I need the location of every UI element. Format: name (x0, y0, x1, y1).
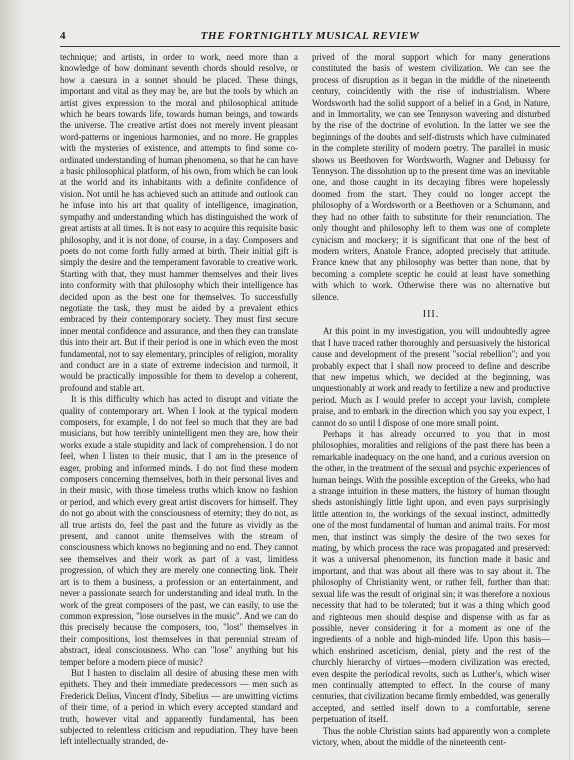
header-rule (60, 46, 560, 47)
page-header (60, 30, 560, 44)
paragraph: technique; and artists, in order to work, need more than a knowledge of how dominant seventh chords should resolve, or how a caesura in a sonnet should be placed. These things, important and vital as they may be, are but the tools by which an artist gives expression to the moral and philosophical attitude which he bears towards life, towards human beings, and towards the universe. The creative artist does not merely invent pleasant word-patterns or ingenious harmonies, and no more. He grapples with the mysteries of existence, and attempts to find some co-ordinated understanding of human phenomena, so that he can have a basic philosophical platform, of his own, from which he can look at the world and its inhabitants with a definite confidence of vision. Not until he has achieved such an attitude and outlook can he infuse into his art that quality of intelligence, imagination, sympathy and understanding which has distinguished the work of great artists at all times. It is not easy to acquire this requisite basic philosophy, and it is not done, of course, in a day. Composers and poets do not come forth fully armed at birth. Their initial gift is simply the desire and the temperament favorable to creative work. Starting with that, they must hammer themselves and their lives into conformity with that philosophy which their intelligence has decided upon as the best one for themselves. To successfully negotiate the task, they must be aided by a prevalent ethics embraced by their contemporary society. They must first secure inner mental confidence and assurance, and then they can translate this into their art. But if their period is one in which even the most fundamental, not to say elementary, principles of religion, morality and conduct are in a state of extreme indecision and turmoil, it would be practically impossible for them to develop a coherent, profound and stable art. (60, 52, 298, 393)
paragraph: It is this difficulty which has acted to disrupt and vitiate the quality of contemporary art. When I look at the typical modern composers, for example, I do not feel so much that they are bad musicians, but how terribly unintelligent men they are, how their works exude a stale stupidity and lack of comprehension. I do not feel, when I listen to their music, that I am in the presence of eager, probing and informed minds. I do not find these modern composers concerning themselves, both in their personal lives and in their music, with those timeless truths which know no fashion or period, and which every great artist discovers for himself. They do not go about with the consciousness of eternity; they do not, as all true artists do, feel the past and the future as vividly as the present, and cannot unite themselves with the stream of consciousness which knows no beginning and no end. They cannot see themselves and their work as part of a vast, limitless progression, of which they are merely one connecting link. Their art is to them a business, a profession or an entertainment, and never a passionate search for understanding and ideal truth. In the work of the great composers of the past, we can easily, to use the common expression, "lose ourselves in the music". And we can do this precisely because the composers, too, "lost" themselves in their compositions, lost themselves in that perennial stream of abstract, ideal consciousness. Who can "lose" anything but his temper before a modern piece of music? (60, 394, 298, 667)
binding-shadow (0, 0, 26, 760)
paragraph: Thus the noble Christian saints had apparently won a complete victory, when, about the middle of the nineteenth cent- (312, 725, 550, 747)
section-heading: III. (422, 308, 440, 320)
paragraph: But I hasten to disclaim all desire of abusing these men with epithets. They and their immediate predecessors — men such as Frederick Delius, Vincent d'Indy, Sibelius — are unwitting victims of their time, of a period in which every accepted standard and truth, however vital and apparently fundamental, has been subjected to relentless criticism and repudiation. They have been left intellectually stranded, de- (60, 667, 298, 747)
page-edge (569, 0, 570, 760)
paragraph: Perhaps it has already occurred to you that in most philosophies, moralities and religions of the past there has been a remarkable inadequacy on the one hand, and a curious aversion on the other, in the treatment of the sexual and psychic experiences of human beings. With the possible exception of the Greeks, who had a strange intuition in these matters, the history of human thought sheds astonishingly little light upon, and even pays surprisingly little attention to, the workings of the sexual instinct, admittedly one of the most fundamental of human and animal traits. For most men, that instinct was simply the desire of the two sexes for mating, by which process the race was propagated and preserved: it was a universal phenomenon, its function made it basic and important, and that was about all there was to say about it. The philosophy of Christianity went, or rather fell, further than that: sexual life was the result of original sin; it was therefore a noxious necessity that had to be tolerated; but it was a thing which good and righteous men should despise and dispense with as far as possible, never considering it for a moment as one of the ingredients of a noble and high-minded life. Upon this basis—which enshrined asceticism, denial, piety and the rest of the churchly hierarchy of virtues—modern civilization was erected, even despite the periodical revolts, such as Luther's, which wiser men continually attempted to effect. In the course of many centuries, that civilization became firmly embedded, was generally accepted, and settled itself down to a comfortable, serene perpetuation of itself. (312, 429, 550, 725)
paragraph: prived of the moral support which for many generations constituted the basis of western civilization. We can see the process of disruption as it began in the middle of the nineteenth century, coincidently with the rise of industrialism. Where Wordsworth had the solid support of a belief in a God, in Nature, and in Immortality, we can see Tennyson wavering and disturbed by the rise of the doctrine of evolution. In the latter we see the beginnings of the doubts and self-distrusts which have culminated in the complete sterility of modern poetry. The parallel in music shows us Beethoven for Wordsworth, Wagner and Debussy for Tennyson. The dissolution up to the present time was an inevitable one, and those caught in its decaying fibres were hopelessly doomed from the start. They could no longer accept the philosophy of a Wordsworth or a Beethoven or a Schumann, and they had no other faith to substitute for their renunciation. The only thought and philosophy left to them was one of complete cynicism and mockery; it is significant that one of the best of modern writers, Anatole France, adopted precisely that attitude. France knew that any philosophy was better than none, that by becoming a complete sceptic he could at least have something with which to work. Otherwise there was no alternative but silence. (312, 52, 550, 302)
running-title: THE FORTNIGHTLY MUSICAL REVIEW (200, 30, 420, 42)
page-number: 4 (60, 30, 66, 42)
left-column (60, 52, 298, 748)
paragraph: At this point in my investigation, you will undoubtedly agree that I have traced rather thoroughly and persuasively the historical cause and development of the present "social rebellion"; and you probably expect that I shall now proceed to define and describe that new impetus which, we decided at the beginning, was unquestionably at work and ready to fertilize a new and productive period. Much as I would prefer to accept your lavish, complete praise, and to embark in the direction which you say you expect, I cannot do so until I dispose of one more small point. (312, 326, 550, 428)
right-column (312, 52, 550, 748)
